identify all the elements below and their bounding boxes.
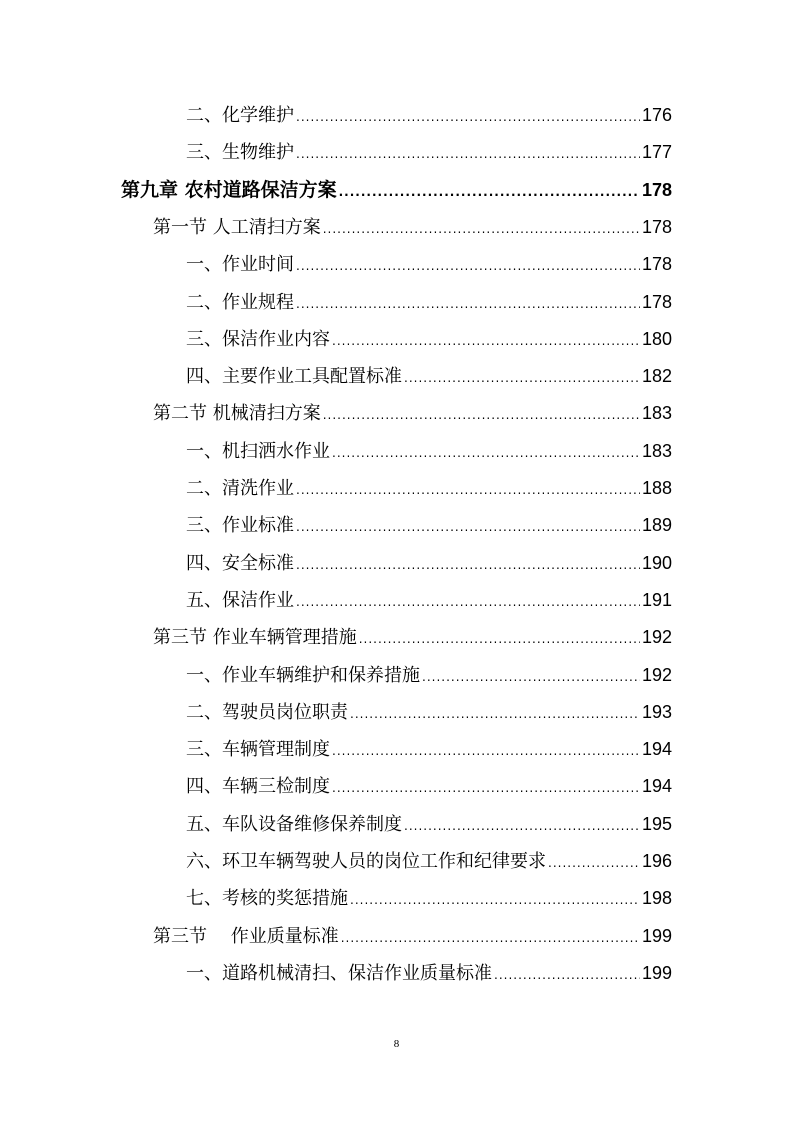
toc-entry-title: 一、作业车辆维护和保养措施 <box>186 664 420 686</box>
toc-entry-title: 一、机扫洒水作业 <box>186 440 330 462</box>
toc-entry-title: 四、主要作业工具配置标准 <box>186 366 402 388</box>
dot-leader <box>350 885 640 915</box>
dot-leader <box>296 512 640 542</box>
toc-entry-title: 第二节 机械清扫方案 <box>153 403 321 425</box>
toc-entry[interactable] <box>186 846 672 876</box>
toc-entry[interactable] <box>153 398 672 428</box>
toc-entry-title: 三、车辆管理制度 <box>186 739 330 761</box>
toc-entry[interactable] <box>186 324 672 354</box>
toc-entry-title: 一、作业时间 <box>186 254 294 276</box>
toc-entry[interactable] <box>186 249 672 279</box>
dot-leader <box>296 289 640 319</box>
toc-entry-title: 三、保洁作业内容 <box>186 328 330 350</box>
toc-entry-page: 199 <box>641 925 672 946</box>
toc-entry-page: 180 <box>641 328 672 349</box>
toc-entry-page: 178 <box>641 216 672 237</box>
dot-leader <box>296 102 640 132</box>
toc-entry-title: 二、驾驶员岗位职责 <box>186 701 348 723</box>
toc-entry[interactable] <box>186 100 672 130</box>
dot-leader <box>404 811 640 841</box>
toc-entry-page: 192 <box>641 627 672 648</box>
dot-leader <box>339 177 640 207</box>
dot-leader <box>359 624 640 654</box>
toc-entry[interactable] <box>186 361 672 391</box>
dot-leader <box>332 326 640 356</box>
toc-entry-page: 198 <box>641 888 672 909</box>
toc-entry-title: 五、车队设备维修保养制度 <box>186 813 402 835</box>
dot-leader <box>296 475 640 505</box>
dot-leader <box>332 736 640 766</box>
toc-entry[interactable] <box>186 734 672 764</box>
dot-leader <box>494 960 640 990</box>
toc-entry-page: 193 <box>641 701 672 722</box>
toc-entry[interactable] <box>186 473 672 503</box>
toc-entry-page: 183 <box>641 440 672 461</box>
dot-leader <box>341 923 640 953</box>
toc-entry-page: 191 <box>641 589 672 610</box>
toc-entry[interactable] <box>153 622 672 652</box>
dot-leader <box>323 214 640 244</box>
toc-entry-title: 五、保洁作业 <box>186 589 294 611</box>
toc-entry[interactable] <box>186 958 672 988</box>
toc-entry-page: 182 <box>641 366 672 387</box>
dot-leader <box>296 550 640 580</box>
dot-leader <box>332 773 640 803</box>
toc-entry[interactable] <box>121 175 672 205</box>
dot-leader <box>296 251 640 281</box>
toc-entry-page: 199 <box>641 962 672 983</box>
toc-entry[interactable] <box>153 212 672 242</box>
toc-entry[interactable] <box>186 771 672 801</box>
dot-leader <box>323 400 640 430</box>
toc-entry-title: 二、清洗作业 <box>186 478 294 499</box>
toc-entry-title: 三、作业标准 <box>186 515 294 537</box>
toc-entry-title: 二、化学维护 <box>186 105 294 126</box>
toc-entry[interactable] <box>153 921 672 951</box>
toc-entry-title: 第九章 农村道路保洁方案 <box>121 178 337 201</box>
dot-leader <box>548 848 640 878</box>
toc-entry-page: 189 <box>641 515 672 536</box>
toc-entry-page: 188 <box>641 478 672 498</box>
toc-entry[interactable] <box>186 809 672 839</box>
toc-entry[interactable] <box>186 660 672 690</box>
toc-entry-title: 一、道路机械清扫、保洁作业质量标准 <box>186 962 492 984</box>
toc-entry-page: 177 <box>641 142 672 163</box>
toc-entry-title: 第一节 人工清扫方案 <box>153 216 321 238</box>
toc-entry-title: 六、环卫车辆驾驶人员的岗位工作和纪律要求 <box>186 851 546 872</box>
dot-leader <box>332 438 640 468</box>
toc-entry-title: 第三节 作业质量标准 <box>153 925 339 947</box>
toc-entry-title: 七、考核的奖惩措施 <box>186 888 348 910</box>
dot-leader <box>350 699 640 729</box>
toc-entry[interactable] <box>186 510 672 540</box>
toc-entry[interactable] <box>186 287 672 317</box>
toc-entry-page: 176 <box>641 105 672 125</box>
dot-leader <box>404 363 640 393</box>
toc-entry-page: 194 <box>641 739 672 760</box>
toc-entry[interactable] <box>186 137 672 167</box>
toc-entry-page: 194 <box>641 776 672 797</box>
toc-entry[interactable] <box>186 697 672 727</box>
toc-entry-page: 183 <box>641 403 672 424</box>
toc-entry-page: 192 <box>641 664 672 685</box>
toc-entry[interactable] <box>186 883 672 913</box>
toc-entry-page: 178 <box>641 291 672 312</box>
toc-entry-title: 四、车辆三检制度 <box>186 776 330 798</box>
page-number: 8 <box>393 1038 400 1050</box>
dot-leader <box>296 139 640 169</box>
toc-entry[interactable] <box>186 548 672 578</box>
toc-entry-page: 190 <box>641 552 672 573</box>
toc-entry-title: 四、安全标准 <box>186 552 294 574</box>
dot-leader <box>422 662 640 692</box>
toc-entry-page: 178 <box>641 254 672 275</box>
dot-leader <box>296 587 640 617</box>
toc-entry[interactable] <box>186 585 672 615</box>
toc-entry-page: 196 <box>641 851 672 871</box>
toc-entry-page: 195 <box>641 813 672 834</box>
toc-entry-title: 第三节 作业车辆管理措施 <box>153 627 357 649</box>
toc-entry[interactable] <box>186 436 672 466</box>
toc-entry-title: 二、作业规程 <box>186 291 294 313</box>
toc-entry-page: 178 <box>641 179 672 200</box>
toc-entry-title: 三、生物维护 <box>186 142 294 164</box>
